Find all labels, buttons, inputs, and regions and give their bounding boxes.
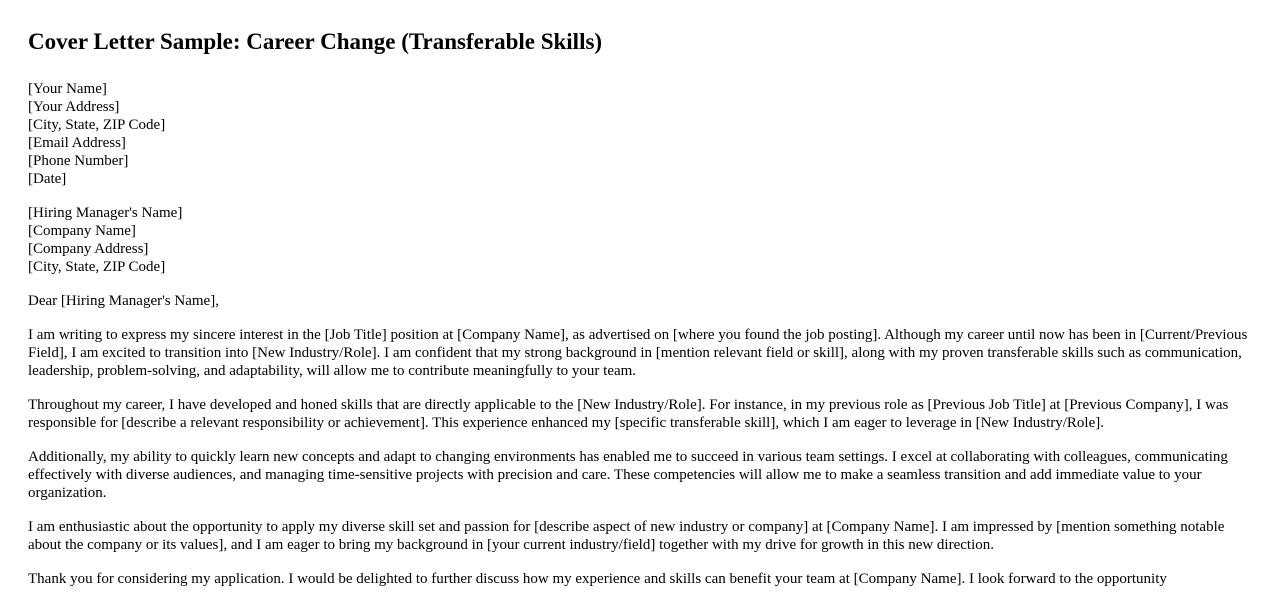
page-title: Cover Letter Sample: Career Change (Transferable Skills)	[28, 29, 603, 54]
recipient-name: [Hiring Manager's Name]	[28, 205, 183, 221]
recipient-company: [Company Name]	[28, 223, 136, 239]
recipient-address-block	[28, 204, 1250, 276]
sender-address: [Your Address]	[28, 99, 120, 115]
sender-city-state-zip: [City, State, ZIP Code]	[28, 117, 166, 133]
letter-date: [Date]	[28, 171, 67, 187]
recipient-city-state-zip: [City, State, ZIP Code]	[28, 259, 166, 275]
body-paragraph-intro: I am writing to express my sincere interest in the [Job Title] position at [Company Name], as advertised on [where you found the job posting]. Although my career until now has been in [Current/Previous Field], I am excited to transition into [New Industry/Role]. I am confident that my strong background in [mention relevant field or skill], along with my proven transferable skills such as communication, leadership, problem-solving, and adaptability, will allow me to contribute meaningfully to your team.	[28, 327, 1248, 379]
recipient-company-address: [Company Address]	[28, 241, 149, 257]
sender-name: [Your Name]	[28, 81, 107, 97]
body-paragraph-enthusiasm: I am enthusiastic about the opportunity to apply my diverse skill set and passion for [describe aspect of new industry or company] at [Company Name]. I am impressed by [mention something notable about the company or its values], and I am eager to bring my background in [your current industry/field] together with my drive for growth in this new direction.	[28, 519, 1225, 553]
salutation: Dear [Hiring Manager's Name],	[28, 293, 219, 309]
sender-email: [Email Address]	[28, 135, 126, 151]
body-paragraph-experience: Throughout my career, I have developed and honed skills that are directly applicable to the [New Industry/Role]. For instance, in my previous role as [Previous Job Title] at [Previous Company], I was responsible for [describe a relevant responsibility or achievement]. This experience enhanced my [specific transferable skill], which I am eager to leverage in [New Industry/Role].	[28, 397, 1229, 431]
body-paragraph-adaptability: Additionally, my ability to quickly learn new concepts and adapt to changing environments has enabled me to succeed in various team settings. I excel at collaborating with colleagues, communicating effectively with diverse audiences, and managing time-sensitive projects with precision and care. These competencies will allow me to make a seamless transition and add immediate value to your organization.	[28, 449, 1228, 501]
body-paragraph-closing: Thank you for considering my application. I would be delighted to further discuss how my experience and skills can benefit your team at [Company Name]. I look forward to the opportunity	[28, 571, 1167, 587]
sender-address-block	[28, 80, 1250, 188]
sender-phone: [Phone Number]	[28, 153, 129, 169]
